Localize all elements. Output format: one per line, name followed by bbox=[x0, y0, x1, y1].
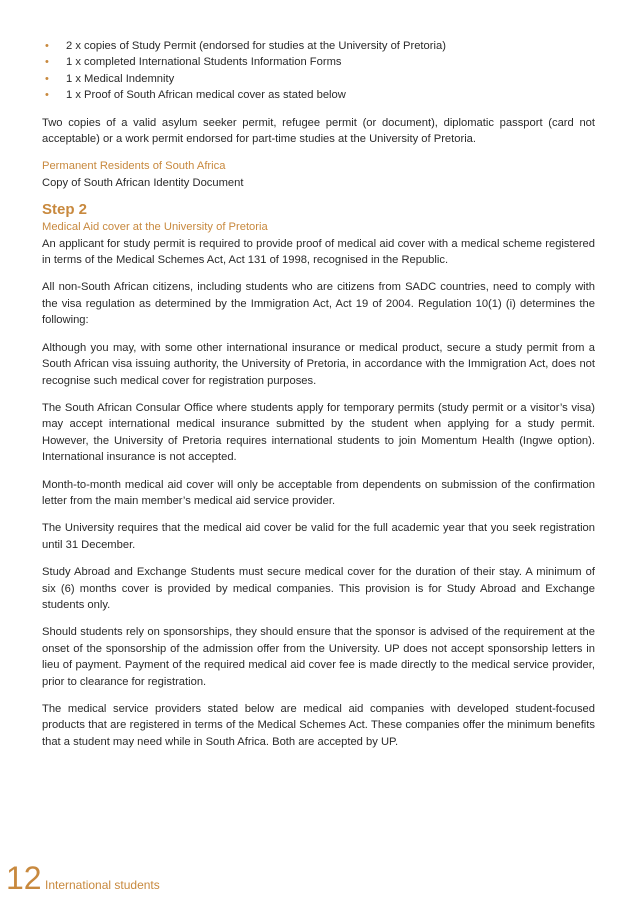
step-subtitle: Medical Aid cover at the University of Pretoria bbox=[42, 221, 268, 234]
paragraph: The University requires that the medical aid cover be valid for the full academic year that you seek registration until 31 December. bbox=[42, 522, 595, 551]
bullet-icon: • bbox=[45, 40, 49, 52]
paragraph: All non-South African citizens, including students who are citizens from SADC countries, need to comply with the visa regulation as determined by the Immigration Act, Act 19 of 2004. Regulation 10(1) (i) determines the following: bbox=[42, 281, 595, 327]
permanent-residents-section bbox=[42, 158, 595, 191]
list-item: • 1 x completed International Students Information Forms bbox=[42, 54, 595, 70]
permanent-residents-heading: Permanent Residents of South Africa bbox=[42, 160, 226, 173]
list-item: • 2 x copies of Study Permit (endorsed for studies at the University of Pretoria) bbox=[42, 38, 595, 54]
bullet-icon: • bbox=[45, 89, 49, 102]
bullet-icon: • bbox=[45, 56, 49, 69]
bullet-icon: • bbox=[45, 72, 49, 85]
page-number: 12 bbox=[6, 860, 42, 896]
paragraph: Month-to-month medical aid cover will only be acceptable from dependents on submission of the confirmation letter from the main member’s medical aid service provider. bbox=[42, 478, 595, 507]
paragraph: Should students rely on sponsorships, they should ensure that the sponsor is advised of the requirement at the onset of the sponsorship of the admission offer from the University. UP does not accept sponsorship letters in lieu of payment. Payment of the required medical aid cover fee is made directly to the medical service provider, prior to clearance for registration. bbox=[42, 626, 595, 688]
asylum-paragraph: Two copies of a valid asylum seeker permit, refugee permit (or document), diplomatic passport (card not acceptable) or a work permit endorsed for part-time studies at the University of Pretoria. bbox=[42, 116, 595, 146]
page-content bbox=[42, 38, 595, 761]
paragraph: The medical service providers stated below are medical aid companies with developed student-focused products that are registered in terms of the Medical Schemes Act. These companies offer the minimum benefits that a student may need while in South Africa. Both are accepted by UP. bbox=[42, 703, 595, 748]
paragraph: The South African Consular Office where students apply for temporary permits (study permit or a visitor’s visa) may accept international medical insurance submitted by the student when applying for a study permit. However, the University of Pretoria requires international students to join Momentum Health (Ingwe option). International insurance is not accepted. bbox=[42, 401, 595, 464]
document-list bbox=[42, 38, 595, 104]
paragraph: Although you may, with some other international insurance or medical product, secure a study permit from a South African visa issuing authority, the University of Pretoria, in accordance with the Immigration Act, does not recognise such medical cover for registration purposes. bbox=[42, 341, 595, 387]
paragraph: Study Abroad and Exchange Students must secure medical cover for the duration of their stay. A minimum of six (6) months cover is provided by medical companies. This provision is for Study Abroad and Exchange students only. bbox=[42, 566, 595, 611]
paragraph: An applicant for study permit is required to provide proof of medical aid cover with a medical scheme registered in terms of the Medical Schemes Act, Act 131 of 1998, recognised in the Republic. bbox=[42, 237, 595, 267]
list-item: • 1 x Medical Indemnity bbox=[42, 71, 595, 87]
permanent-residents-text: Copy of South African Identity Document bbox=[42, 176, 244, 189]
footer-label: International students bbox=[45, 878, 160, 892]
step-heading: Step 2 bbox=[42, 201, 88, 219]
list-item: • 1 x Proof of South African medical cover as stated below bbox=[42, 87, 595, 103]
